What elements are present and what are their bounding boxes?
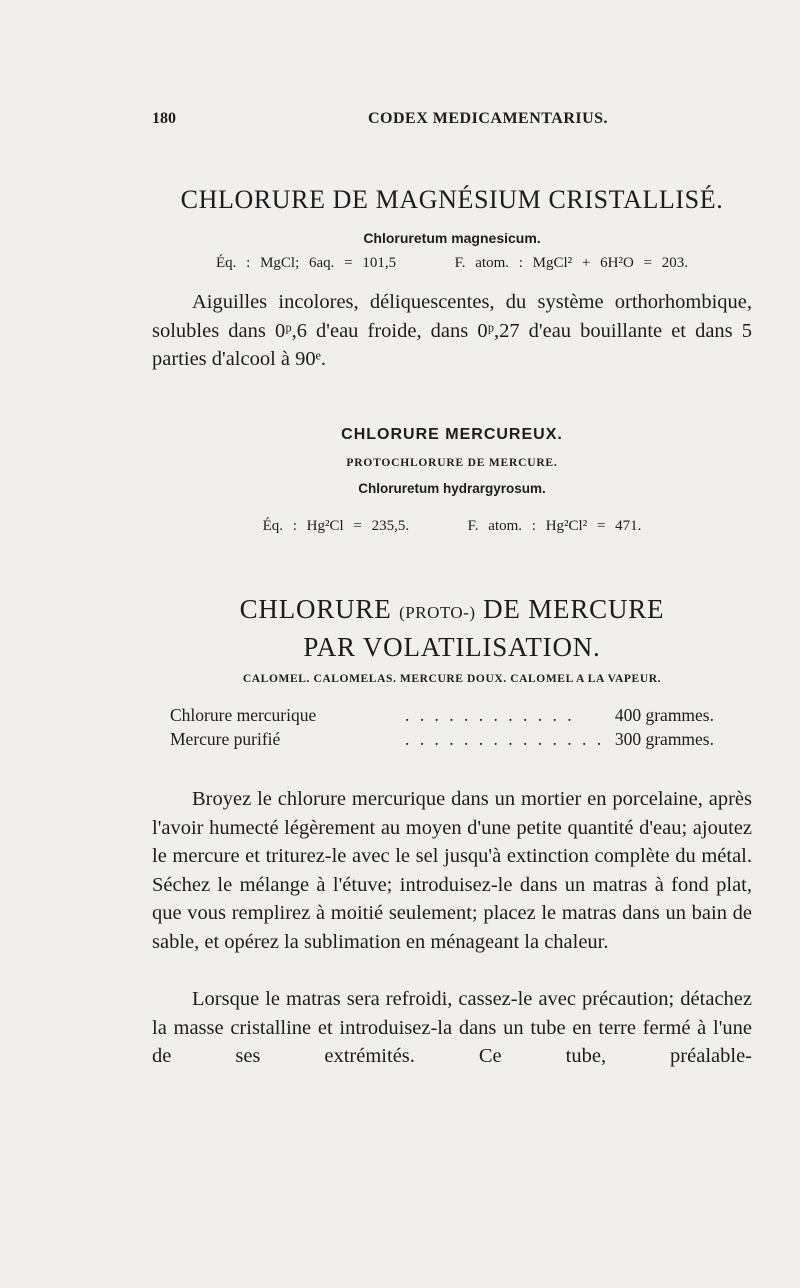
- section2-equivalent: Éq. : Hg²Cl = 235,5.: [262, 518, 410, 534]
- section1-atomic-formula: F. atom. : MgCl² + 6H²O = 203.: [454, 255, 688, 271]
- ingredient-row: [170, 729, 714, 753]
- section1-description: Aiguilles incolores, déliquescentes, du système orthorhombique, solubles dans 0ᵖ,6 d'eau froide, dans 0ᵖ,27 d'eau bouillante et dans 5 parties d'alcool à 90ᵉ.: [152, 291, 752, 370]
- section1-latin-name: Chloruretum magnesicum.: [363, 230, 541, 246]
- section2-latin-name: Chloruretum hydrargyrosum.: [358, 481, 546, 496]
- section3-title-part1: CHLORURE: [239, 594, 392, 624]
- section2-formula-line: [152, 518, 752, 535]
- section3-title-line2: PAR VOLATILISATION.: [303, 632, 601, 662]
- section3-paragraph-2: Lorsque le matras sera refroidi, cassez-le avec précaution; détachez la masse cristalline et introduisez-la dans un tube en terre fermé à l'une de ses extrémités. Ce tube, préalable-: [152, 988, 752, 1067]
- ingredient-quantity: 300 grammes.: [614, 729, 714, 749]
- section2-atomic-formula: F. atom. : Hg²Cl² = 471.: [467, 518, 642, 534]
- section1-formula-line: [152, 255, 752, 272]
- page-number: 180: [152, 110, 176, 127]
- leader-dots: . . . . . . . . . . . .: [405, 705, 575, 725]
- section1-title: CHLORURE DE MAGNÉSIUM CRISTALLISÉ.: [180, 185, 724, 214]
- section3-synonyms: CALOMEL. CALOMELAS. MERCURE DOUX. CALOMEL A LA VAPEUR.: [242, 673, 662, 685]
- ingredient-name: Chlorure mercurique: [170, 705, 317, 725]
- running-title: CODEX MEDICAMENTARIUS.: [368, 110, 609, 127]
- section3-title-part2: DE MERCURE: [483, 594, 665, 624]
- leader-dots: . . . . . . . . . . . . . .: [405, 729, 605, 749]
- ingredient-name: Mercure purifié: [170, 729, 281, 749]
- ingredient-row: [170, 705, 714, 729]
- section2-subtitle: PROTOCHLORURE DE MERCURE.: [346, 457, 558, 469]
- section1-equivalent: Éq. : MgCl; 6aq. = 101,5: [215, 255, 397, 271]
- section2-title: CHLORURE MERCUREUX.: [341, 426, 563, 443]
- section3-title-small: (PROTO-): [399, 603, 476, 622]
- section3-title: [152, 592, 752, 665]
- section3-paragraph-1: Broyez le chlorure mercurique dans un mortier en porcelaine, après l'avoir humecté légèrement au moyen d'une petite quantité d'eau; ajoutez le mercure et triturez-le avec le sel jusqu'à extinction complète du métal. Séchez le mélange à l'étuve; introduisez-le dans un matras à fond plat, que vous remplirez à moitié seulement; placez le matras dans un bain de sable, et opérez la sublimation en ménageant la chaleur.: [152, 788, 752, 953]
- ingredient-quantity: 400 grammes.: [614, 705, 714, 725]
